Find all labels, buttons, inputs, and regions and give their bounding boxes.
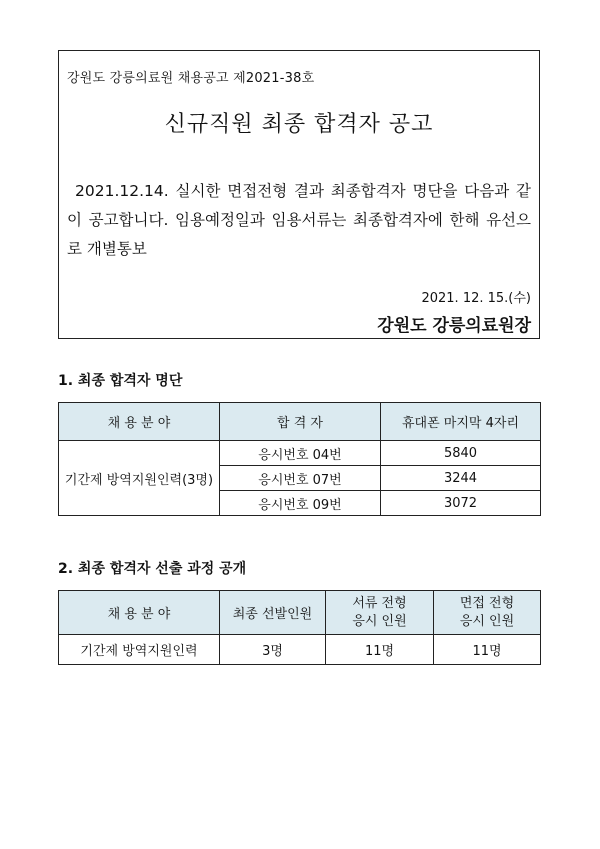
header-selected: 최종 선발인원 bbox=[220, 591, 326, 635]
section1-heading: 1. 최종 합격자 명단 bbox=[58, 373, 183, 389]
final-applicants-table bbox=[58, 402, 541, 516]
phone-cell: 3244 bbox=[381, 466, 541, 491]
header-interview bbox=[434, 591, 541, 635]
selection-process-table bbox=[58, 590, 541, 665]
header-phone: 휴대폰 마지막 4자리 bbox=[381, 403, 541, 441]
field-cell: 기간제 방역지원인력(3명) bbox=[59, 441, 220, 516]
notice-title: 신규직원 최종 합격자 공고 bbox=[164, 112, 434, 137]
field-cell: 기간제 방역지원인력 bbox=[59, 635, 220, 665]
table-row bbox=[59, 635, 541, 665]
phone-cell: 3072 bbox=[381, 491, 541, 516]
header-field: 채 용 분 야 bbox=[59, 591, 220, 635]
notice-body: 2021.12.14. 실시한 면접전형 결과 최종합격자 명단을 다음과 같이 공고합니다. 임용예정일과 임용서류는 최종합격자에 한해 유선으로 개별통보 bbox=[67, 182, 531, 258]
header-applicant: 합 격 자 bbox=[220, 403, 381, 441]
header-field: 채 용 분 야 bbox=[59, 403, 220, 441]
applicant-cell: 응시번호 07번 bbox=[220, 466, 381, 491]
notice-number: 강원도 강릉의료원 채용공고 제2021-38호 bbox=[67, 71, 315, 86]
applicant-cell: 응시번호 09번 bbox=[220, 491, 381, 516]
phone-cell: 5840 bbox=[381, 441, 541, 466]
header-interview-line2: 응시 인원 bbox=[459, 613, 515, 629]
table-row bbox=[59, 441, 541, 466]
notice-issuer: 강원도 강릉의료원장 bbox=[377, 316, 531, 336]
notice-date: 2021. 12. 15.(수) bbox=[421, 291, 531, 306]
document-cell: 11명 bbox=[326, 635, 434, 665]
selected-cell: 3명 bbox=[220, 635, 326, 665]
section2-heading: 2. 최종 합격자 선출 과정 공개 bbox=[58, 561, 247, 577]
applicant-cell: 응시번호 04번 bbox=[220, 441, 381, 466]
header-document bbox=[326, 591, 434, 635]
header-document-line1: 서류 전형 bbox=[352, 595, 407, 611]
header-interview-line1: 면접 전형 bbox=[459, 595, 515, 611]
interview-cell: 11명 bbox=[434, 635, 541, 665]
header-document-line2: 응시 인원 bbox=[352, 613, 407, 629]
notice-box bbox=[58, 50, 540, 339]
